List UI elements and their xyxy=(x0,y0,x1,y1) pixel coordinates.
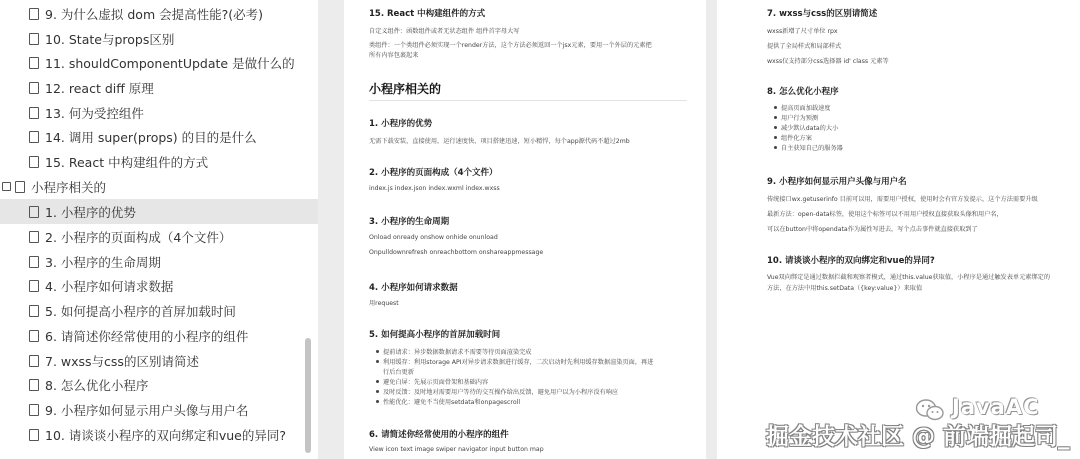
bookmark-icon xyxy=(29,82,39,94)
paragraph: 可以在button中将opendata作为属性写进去，写个点击事件就直接获取到了 xyxy=(767,226,978,233)
paragraph: Onpulldownrefresh onreachbottom onshareappmessage xyxy=(369,249,544,256)
outline-item-label: 13. 何为受控组件 xyxy=(45,105,144,121)
outline-item[interactable] xyxy=(0,1,318,26)
outline-item-label: 12. react diff 原理 xyxy=(45,80,154,96)
heading: 4. 小程序如何请求数据 xyxy=(369,283,458,293)
bullet-item: 及时反馈：及时地对需要用户等待的交互操作给出反馈，避免用户以为小程序没有响应 xyxy=(375,387,618,396)
paragraph: Onload onready onshow onhide onunload xyxy=(369,234,498,241)
document-page-2 xyxy=(717,0,1080,459)
paragraph: 无需下载安装，直接使用，运行速度快，项目搭建迅速，短小精悍，每个app源代码不超过2mb xyxy=(369,138,630,145)
outline-item[interactable] xyxy=(0,298,318,323)
heading: 8. 怎么优化小程序 xyxy=(767,87,839,97)
bookmark-icon xyxy=(29,330,39,342)
paragraph: Vue双向绑定是通过数据拦截和观察者模式，通过this.value获取值，小程序是通过触发表单元素绑定的 xyxy=(767,274,1051,281)
watermark-text: JavaAC xyxy=(952,395,1040,419)
outline-item-label: 4. 小程序如何请求数据 xyxy=(45,278,174,294)
outline-item-label: 15. React 中构建组件的方式 xyxy=(45,154,209,170)
heading: 5. 如何提高小程序的首屏加载时间 xyxy=(369,330,501,340)
collapse-toggle-icon[interactable] xyxy=(2,182,11,191)
bookmark-icon xyxy=(29,156,39,168)
paragraph: 传统接口wx.getuserinfo 目前可以用，需要用户授权，使用时会有官方发提示，这个方法需要升级 xyxy=(767,196,1038,203)
outline-item[interactable] xyxy=(0,273,318,298)
bullet-item: 利用缓存：利用storage API对异步请求数据进行缓存，二次启动时先利用缓存数据渲染页面，再进 xyxy=(375,357,653,366)
heading: 10. 请谈谈小程序的双向绑定和vue的异同? xyxy=(767,256,935,266)
outline-item[interactable] xyxy=(0,124,318,149)
outline-item-label: 6. 请简述你经常使用的小程序的组件 xyxy=(45,328,249,344)
document-page-1 xyxy=(344,0,706,459)
outline-item[interactable] xyxy=(0,50,318,75)
heading: 6. 请简述你经常使用的小程序的组件 xyxy=(369,430,509,440)
bullet-item: 自主获知自己的服务器 xyxy=(773,143,843,152)
paragraph: 最新方法：open-data标签，使用这个标签可以不用用户授权直接获取头像和用户名， xyxy=(767,211,1003,218)
outline-item[interactable] xyxy=(0,249,318,274)
outline-item-label: 7. wxss与css的区别请简述 xyxy=(45,353,199,369)
bookmark-icon xyxy=(29,280,39,292)
watermark-credit: 掘金技术社区 @ 前端掘起司_ xyxy=(766,424,1070,450)
outline-item-label: 9. 小程序如何显示用户头像与用户名 xyxy=(45,402,249,418)
outline-section[interactable] xyxy=(0,174,302,199)
heading: 1. 小程序的优势 xyxy=(369,119,433,129)
outline-item-label: 11. shouldComponentUpdate 是做什么的 xyxy=(45,55,295,71)
bookmark-icon xyxy=(29,206,39,218)
bullet-item: 组件化方案 xyxy=(773,133,812,142)
outline-scrollbar[interactable] xyxy=(305,338,311,453)
outline-item-selected[interactable] xyxy=(0,199,318,224)
bookmark-icon xyxy=(29,355,39,367)
section-title: 小程序相关的 xyxy=(369,82,442,96)
bullet-item: 提高页面加载速度 xyxy=(773,103,831,112)
bookmark-icon xyxy=(29,404,39,416)
paragraph: 提供了全局样式和局部样式 xyxy=(767,43,842,50)
bookmark-icon xyxy=(29,131,39,143)
outline-item-label: 14. 调用 super(props) 的目的是什么 xyxy=(45,129,257,145)
outline-item-label: 2. 小程序的页面构成（4个文件） xyxy=(45,229,232,245)
outline-panel xyxy=(0,0,318,459)
paragraph: 类组件：一个类组件必须实现一个render方法，这个方法必须返回一个jsx元素，要用一个外层的元素把 xyxy=(369,42,652,49)
paragraph: wxss仅支持部分css选择器 id' class 元素等 xyxy=(767,58,889,65)
outline-item[interactable] xyxy=(0,224,318,249)
outline-item[interactable] xyxy=(0,26,318,51)
bookmark-icon xyxy=(29,33,39,45)
divider xyxy=(369,100,687,101)
outline-item-label: 10. 请谈谈小程序的双向绑定和vue的异同? xyxy=(45,427,286,443)
outline-item[interactable] xyxy=(0,323,318,348)
heading: 7. wxss与css的区别请简述 xyxy=(767,9,878,19)
outline-item-label: 10. State与props区别 xyxy=(45,31,175,47)
outline-item-label: 1. 小程序的优势 xyxy=(45,204,136,220)
bullet-continuation: 行后台更新 xyxy=(383,369,414,376)
outline-item-label: 9. 为什么虚拟 dom 会提高性能?(必考) xyxy=(45,6,263,22)
outline-item[interactable] xyxy=(0,422,318,447)
bookmark-icon xyxy=(29,256,39,268)
outline-item[interactable] xyxy=(0,348,318,373)
paragraph: View icon text image swiper navigator input button map xyxy=(369,446,544,453)
bookmark-icon xyxy=(29,429,39,441)
outline-item[interactable] xyxy=(0,149,318,174)
outline-item-label: 3. 小程序的生命周期 xyxy=(45,254,161,270)
heading: 9. 小程序如何显示用户头像与用户名 xyxy=(767,177,907,187)
outline-item[interactable] xyxy=(0,100,318,125)
outline-item[interactable] xyxy=(0,75,318,100)
heading: 2. 小程序的页面构成（4个文件） xyxy=(369,168,498,178)
bookmark-icon xyxy=(15,181,25,193)
outline-item[interactable] xyxy=(0,397,318,422)
bookmark-icon xyxy=(29,107,39,119)
paragraph: 方法，在方法中用this.setData（{key:value}）来取值 xyxy=(767,285,923,292)
outline-item-label: 8. 怎么优化小程序 xyxy=(45,377,149,393)
heading-react-components: 15. React 中构建组件的方式 xyxy=(369,9,486,19)
bullet-item: 性能优化：避免不当使用setdata和onpagescroll xyxy=(375,397,520,406)
bookmark-icon xyxy=(29,57,39,69)
paragraph: 所有内容包裹起来 xyxy=(369,52,419,59)
bullet-item: 提前请求：异步数据数据请求不需要等待页面渲染完成 xyxy=(375,347,532,356)
bookmark-icon xyxy=(29,8,39,20)
bookmark-icon xyxy=(29,379,39,391)
outline-item-label: 小程序相关的 xyxy=(31,179,107,195)
bullet-item: 用户行为预测 xyxy=(773,113,818,122)
paragraph: wxss新增了尺寸单位 rpx xyxy=(767,28,838,35)
bookmark-icon xyxy=(29,305,39,317)
paragraph: 用request xyxy=(369,300,399,307)
outline-item-label: 5. 如何提高小程序的首屏加载时间 xyxy=(45,303,236,319)
bullet-item: 避免白屏：先展示页面骨架和基础内容 xyxy=(375,377,488,386)
bullet-item: 减少默认data的大小 xyxy=(773,123,838,132)
bookmark-icon xyxy=(29,231,39,243)
heading: 3. 小程序的生命周期 xyxy=(369,217,450,227)
outline-item[interactable] xyxy=(0,372,318,397)
paragraph: index.js index.json index.wxml index.wxss xyxy=(369,185,500,192)
paragraph: 自定义组件：函数组件或者无状态组件 组件首字母大写 xyxy=(369,28,520,35)
